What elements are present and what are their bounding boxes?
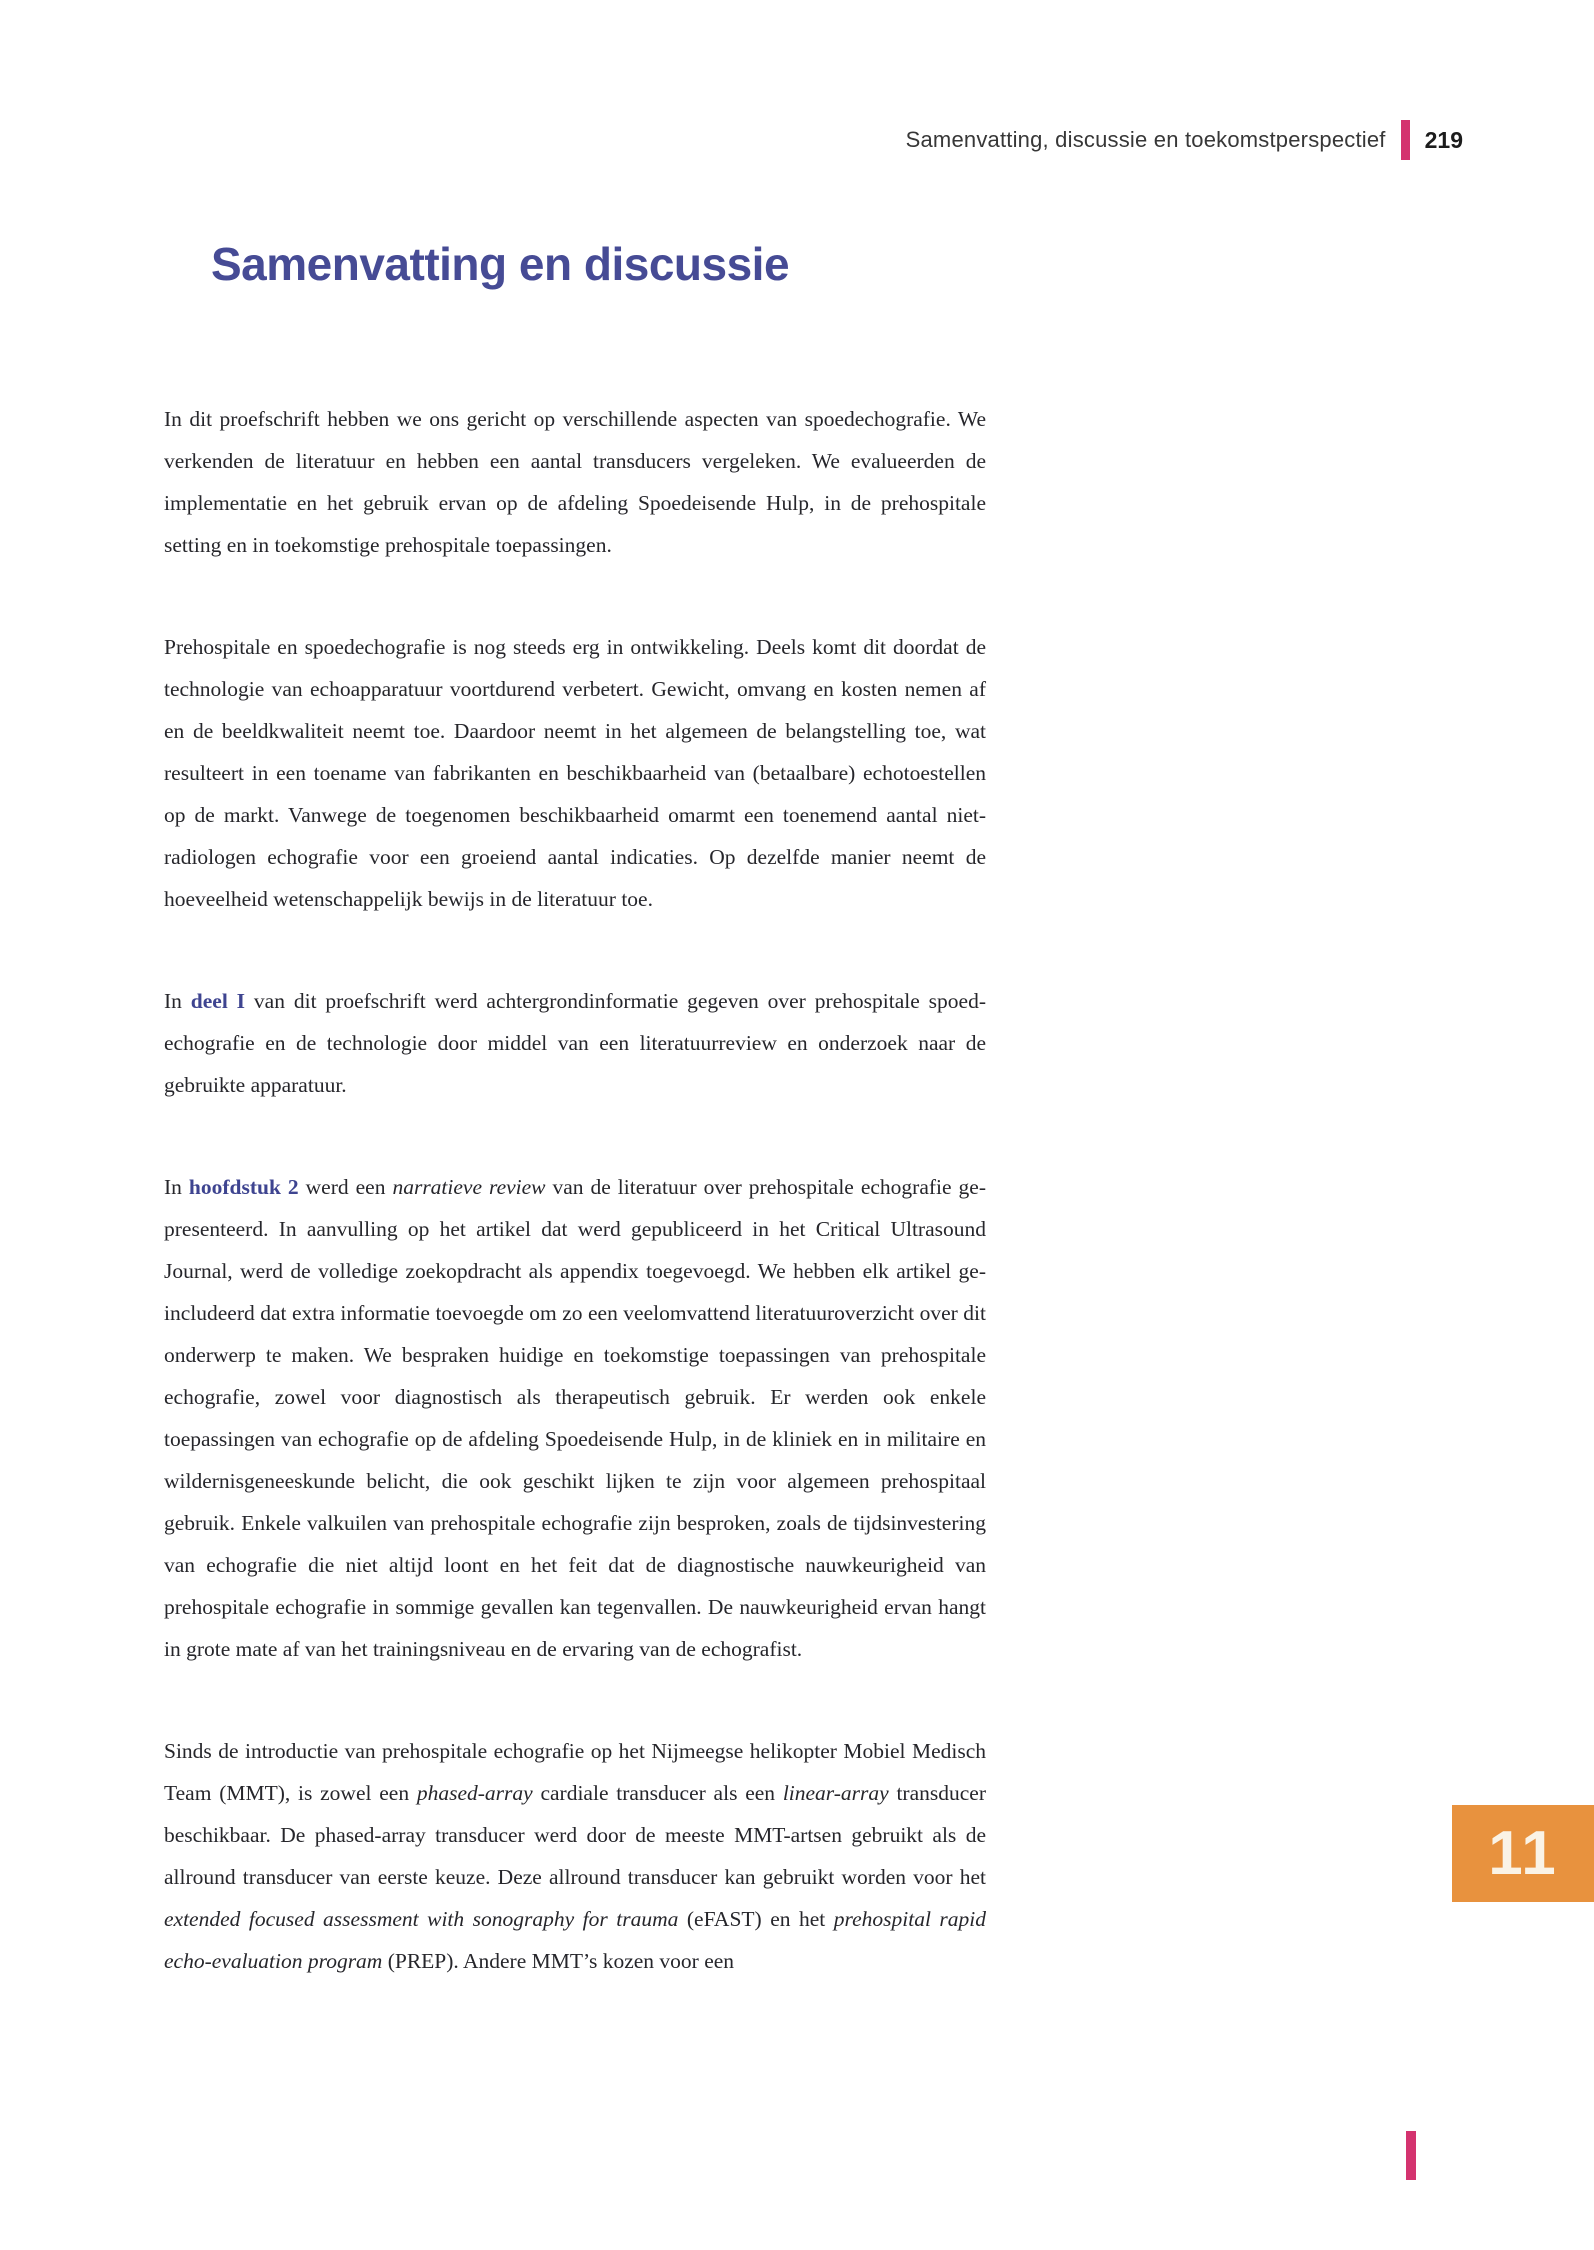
text-run: In dit proefschrift hebben we ons gericht op verschillende aspecten van spoedechografie. We verkenden de literatuur en hebben een aantal transducers vergeleken. We evalueerden de implementatie en het gebruik ervan op de afdeling Spoedeisende Hulp, in de prehospitale setting en in toekomstige prehospitale toepassingen. [164,407,986,557]
chapter-title: Samenvatting en discussie [211,238,790,290]
text-run-bold-blue: hoofdstuk 2 [188,1175,299,1199]
text-run-italic: prehospital rapid echo-evaluation program [164,1907,986,1973]
text-run: Prehospitale en spoedechografie is nog steeds erg in ontwikkeling. Deels komt dit doordat de technologie van echoapparatuur voortdurend verbetert. Gewicht, omvang en kosten nemen af en de beeldkwaliteit neemt toe. Daardoor neemt in het algemeen de belangstelling toe, wat resulteert in een toename van fabrikanten en beschikbaarheid van (betaalbare) echotoestellen op de markt. Vanwege de toegenomen beschikbaarheid omarmt een toenemend aantal niet-radiologen echografie voor een groeiend aantal indicaties. Op dezelfde manier neemt de hoeveelheid wetenschappelijk bewijs in de literatuur toe. [164,635,986,911]
text-run: In [164,1175,189,1199]
chapter-number: 11 [1488,1819,1558,1888]
text-run: werd een [298,1175,393,1199]
text-run: transducer beschikbaar. De phased-array transducer werd door de meeste MMT-artsen gebruikt als de allround transducer van eerste keuze. Deze allround transducer kan gebruikt worden voor het [164,1781,986,1889]
paragraph [164,626,986,920]
footer-accent-bar [1406,2131,1416,2180]
paragraph [164,1166,986,1670]
text-run: van dit proefschrift werd achtergrondinformatie gegeven over prehospitale spoedechografie en de technologie door middel van een literatuurreview en onderzoek naar de gebruikte apparatuur. [164,989,986,1097]
text-run: (eFAST) en het [678,1907,834,1931]
text-run-bold-blue: deel I [190,989,246,1013]
text-run: Sinds de introductie van prehospitale echografie op het Nijmeegse helikopter Mobiel Medisch Team (MMT), is zowel een [164,1739,986,1805]
text-run: In [164,989,191,1013]
text-run-italic: linear-array [782,1781,889,1805]
text-run-italic: extended focused assessment with sonography for trauma [164,1907,679,1931]
text-run: van de literatuur over prehospitale echografie gepresenteerd. In aanvulling op het artikel dat werd gepubliceerd in het Critical Ultrasound Journal, werd de volledige zoekopdracht als appendix toegevoegd. We hebben elk artikel geincludeerd dat extra informatie toevoegde om zo een veelomvattend literatuuroverzicht over dit onderwerp te maken. We bespraken huidige en toekomstige toepassingen van prehospitale echografie, zowel voor diagnostisch als therapeutisch gebruik. Er werden ook enkele toepassingen van echografie op de afdeling Spoedeisende Hulp, in de kliniek en in militaire en wildernisgeneeskunde belicht, die ook geschikt lijken te zijn voor algemeen prehospitaal gebruik. Enkele valkuilen van prehospitale echografie zijn besproken, zoals de tijdsinvestering van echografie die niet altijd loont en het feit dat de diagnostische nauwkeurigheid van prehospitale echografie in sommige gevallen kan tegenvallen. De nauwkeurigheid ervan hangt in grote mate af van het trainingsniveau en de ervaring van de echografist. [164,1175,987,1661]
page-number: 219 [1424,126,1463,153]
paragraph [164,398,986,566]
running-header-title: Samenvatting, discussie en toekomstperspectief [905,127,1386,152]
paragraph [164,980,986,1106]
chapter-number-tab [1452,1805,1594,1902]
body-text-column [164,398,986,1982]
text-run-italic: narratieve review [392,1175,546,1199]
text-run-italic: phased-array [416,1781,533,1805]
paragraph [164,1730,986,1982]
text-run: (PREP). Andere MMT’s kozen voor een [382,1949,735,1973]
running-header [906,120,1463,160]
header-accent-bar [1401,120,1410,160]
text-run: cardiale transducer als een [532,1781,783,1805]
